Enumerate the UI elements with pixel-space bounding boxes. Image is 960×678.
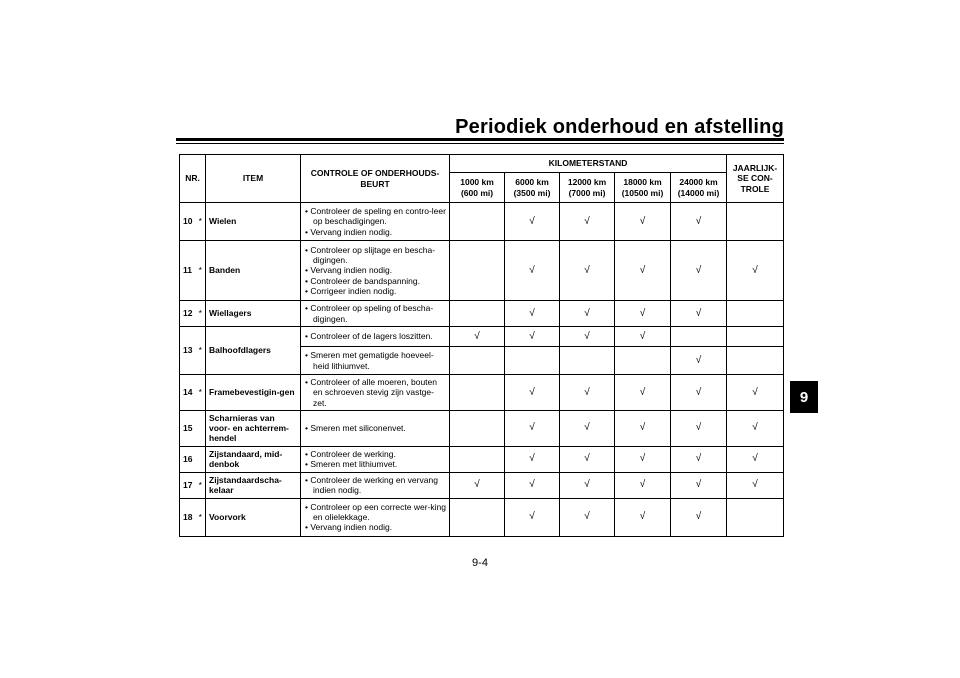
interval-check-mark: √	[560, 241, 615, 301]
asterisk-mark: *	[196, 327, 206, 375]
interval-check-mark: √	[671, 411, 727, 447]
table-row	[180, 498, 784, 536]
page-title: Periodiek onderhoud en afstelling	[455, 116, 784, 138]
row-number: 10	[180, 203, 196, 241]
header-item: ITEM	[206, 155, 301, 203]
title-rule	[176, 138, 784, 141]
table-row	[180, 203, 784, 241]
row-number: 16	[180, 446, 196, 472]
header-km-3: 12000 km (7000 mi)	[560, 173, 615, 203]
control-cell	[301, 241, 450, 301]
item-name: Wiellagers	[206, 301, 301, 327]
interval-check-mark: √	[671, 472, 727, 498]
header-kilometerstand: KILOMETERSTAND	[450, 155, 727, 173]
row-number: 18	[180, 498, 196, 536]
asterisk-mark: *	[196, 301, 206, 327]
interval-check-mark: √	[560, 498, 615, 536]
annual-check-mark	[727, 498, 784, 536]
interval-check-mark: √	[505, 375, 560, 411]
interval-check-mark: √	[671, 241, 727, 301]
header-km-4: 18000 km (10500 mi)	[615, 173, 671, 203]
interval-check-mark: √	[615, 411, 671, 447]
table-row	[180, 446, 784, 472]
asterisk-mark	[196, 411, 206, 447]
item-name: Scharnieras van voor- en achterrem-hendel	[206, 411, 301, 447]
control-bullet: • Controleer of de lagers loszitten.	[305, 331, 433, 342]
interval-check-mark: √	[505, 203, 560, 241]
control-bullet: • Controleer de werking.	[305, 448, 396, 459]
interval-check-mark: √	[505, 411, 560, 447]
interval-check-mark: √	[505, 472, 560, 498]
control-bullet: • Controleer op slijtage en bescha-digingen.	[305, 245, 436, 266]
interval-check-mark: √	[615, 375, 671, 411]
asterisk-mark: *	[196, 375, 206, 411]
annual-check-mark	[727, 347, 784, 375]
item-name: Banden	[206, 241, 301, 301]
control-bullet: • Vervang indien nodig.	[305, 522, 393, 533]
interval-check-mark: √	[450, 327, 505, 347]
asterisk-mark: *	[196, 498, 206, 536]
table-row	[180, 375, 784, 411]
interval-check-mark: √	[671, 203, 727, 241]
interval-check-mark	[505, 347, 560, 375]
annual-check-mark	[727, 327, 784, 347]
asterisk-mark: *	[196, 203, 206, 241]
interval-check-mark: √	[560, 327, 615, 347]
control-cell	[301, 203, 450, 241]
title-rule-thin	[176, 143, 784, 144]
interval-check-mark: √	[671, 301, 727, 327]
row-number: 13	[180, 327, 196, 375]
table-row	[180, 327, 784, 347]
row-number: 14	[180, 375, 196, 411]
control-bullet: • Vervang indien nodig.	[305, 226, 393, 237]
annual-check-mark: √	[727, 446, 784, 472]
control-cell	[301, 327, 450, 347]
interval-check-mark: √	[615, 241, 671, 301]
table-row	[180, 411, 784, 447]
row-number: 12	[180, 301, 196, 327]
control-bullet: • Controleer de werking en vervang indien nodig.	[305, 474, 438, 496]
item-name: Wielen	[206, 203, 301, 241]
interval-check-mark: √	[505, 241, 560, 301]
asterisk-mark	[196, 446, 206, 472]
interval-check-mark: √	[560, 472, 615, 498]
interval-check-mark: √	[615, 301, 671, 327]
row-number: 11	[180, 241, 196, 301]
control-cell	[301, 446, 450, 472]
interval-check-mark	[450, 241, 505, 301]
maintenance-table	[179, 154, 784, 537]
interval-check-mark: √	[505, 498, 560, 536]
control-bullet: • Smeren met lithiumvet.	[305, 459, 398, 470]
table-row	[180, 241, 784, 301]
item-name: Balhoofdlagers	[206, 327, 301, 375]
control-cell	[301, 472, 450, 498]
annual-check-mark: √	[727, 472, 784, 498]
annual-check-mark: √	[727, 241, 784, 301]
chapter-tab[interactable]: 9	[790, 381, 818, 413]
page-number: 9-4	[472, 557, 488, 569]
header-jaarlijks: JAARLIJK-SE CON-TROLE	[727, 155, 784, 203]
control-cell	[301, 411, 450, 447]
interval-check-mark	[450, 446, 505, 472]
table-row	[180, 472, 784, 498]
item-name: Framebevestigin-gen	[206, 375, 301, 411]
interval-check-mark: √	[505, 327, 560, 347]
annual-check-mark: √	[727, 375, 784, 411]
interval-check-mark	[450, 203, 505, 241]
interval-check-mark: √	[560, 203, 615, 241]
header-controle: CONTROLE OF ONDERHOUDS-BEURT	[301, 155, 450, 203]
control-bullet: • Smeren met gematigde hoeveel-heid lithiumvet.	[305, 350, 434, 371]
interval-check-mark: √	[450, 472, 505, 498]
control-bullet: • Controleer of alle moeren, bouten en schroeven stevig zijn vastge-zet.	[305, 377, 437, 408]
interval-check-mark: √	[505, 301, 560, 327]
interval-check-mark: √	[671, 498, 727, 536]
row-number: 17	[180, 472, 196, 498]
interval-check-mark: √	[560, 411, 615, 447]
interval-check-mark	[450, 301, 505, 327]
interval-check-mark	[450, 375, 505, 411]
interval-check-mark: √	[615, 446, 671, 472]
control-bullet: • Smeren met siliconenvet.	[305, 423, 406, 434]
annual-check-mark	[727, 203, 784, 241]
control-bullet: • Controleer de bandspanning.	[305, 275, 420, 286]
annual-check-mark: √	[727, 411, 784, 447]
item-name: Voorvork	[206, 498, 301, 536]
interval-check-mark: √	[615, 498, 671, 536]
interval-check-mark: √	[560, 446, 615, 472]
interval-check-mark	[450, 347, 505, 375]
interval-check-mark: √	[505, 446, 560, 472]
interval-check-mark: √	[671, 375, 727, 411]
interval-check-mark	[615, 347, 671, 375]
interval-check-mark	[560, 347, 615, 375]
control-bullet: • Vervang indien nodig.	[305, 265, 393, 276]
control-cell	[301, 347, 450, 375]
interval-check-mark: √	[560, 301, 615, 327]
interval-check-mark	[671, 327, 727, 347]
header-km-5: 24000 km (14000 mi)	[671, 173, 727, 203]
control-bullet: • Controleer op speling of bescha-digingen.	[305, 303, 434, 324]
interval-check-mark: √	[671, 446, 727, 472]
interval-check-mark: √	[615, 203, 671, 241]
asterisk-mark: *	[196, 241, 206, 301]
interval-check-mark: √	[615, 472, 671, 498]
header-nr: NR.	[180, 155, 206, 203]
control-bullet: • Controleer de speling en contro-leer op beschadigingen.	[305, 206, 446, 227]
control-cell	[301, 498, 450, 536]
asterisk-mark: *	[196, 472, 206, 498]
interval-check-mark	[450, 498, 505, 536]
header-km-2: 6000 km (3500 mi)	[505, 173, 560, 203]
interval-check-mark: √	[560, 375, 615, 411]
table-row	[180, 301, 784, 327]
control-cell	[301, 375, 450, 411]
row-number: 15	[180, 411, 196, 447]
item-name: Zijstandaard, mid-denbok	[206, 446, 301, 472]
interval-check-mark	[450, 411, 505, 447]
control-cell	[301, 301, 450, 327]
header-km-1: 1000 km (600 mi)	[450, 173, 505, 203]
annual-check-mark	[727, 301, 784, 327]
interval-check-mark: √	[615, 327, 671, 347]
item-name: Zijstandaardscha-kelaar	[206, 472, 301, 498]
interval-check-mark: √	[671, 347, 727, 375]
control-bullet: • Controleer op een correcte wer-king en olielekkage.	[305, 501, 446, 522]
control-bullet: • Corrigeer indien nodig.	[305, 285, 397, 296]
